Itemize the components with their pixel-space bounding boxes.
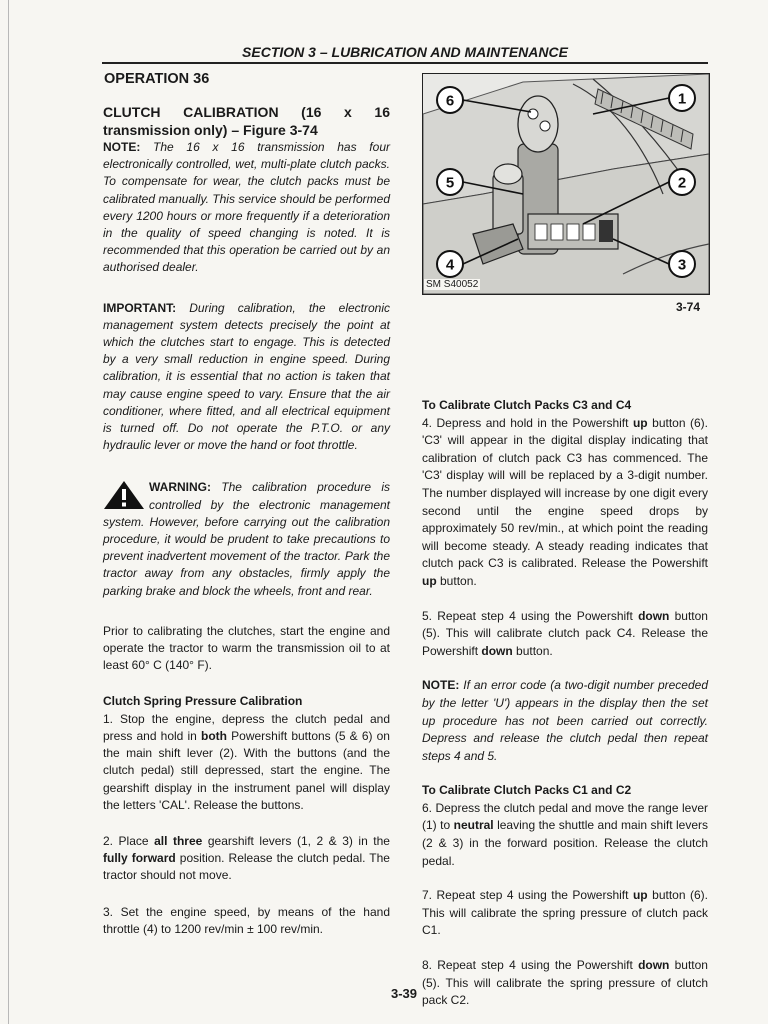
step-5: 5. Repeat step 4 using the Powershift down button (5). This will calibrate clutch pack C4. Release the Powershift down button. (422, 608, 708, 658)
callout-2-label: 2 (677, 174, 687, 192)
important-label: IMPORTANT: (103, 300, 177, 315)
note-text: The 16 x 16 transmission has four electronically controlled, wet, multi-plate clutch packs. To compensate for wear, the clutch packs must be calibrated manually. This service should be performed every 1200 hours or more frequently if a deterioration in the quality of speed changing is noted. It is recommended that this operation be carried out by an authorised dealer. (103, 140, 390, 275)
step-7: 7. Repeat step 4 using the Powershift up button (6). This will calibrate the spring pressure of clutch pack C1. (422, 888, 709, 938)
left-column (103, 104, 390, 938)
step-2: 2. Place all three gearshift levers (1, 2 & 3) in the fully forward position. Release the clutch pedal. The tractor should not move. (103, 833, 390, 883)
warning-triangle-icon (103, 480, 145, 510)
note-2-paragraph (422, 677, 708, 765)
note-2-label: NOTE: (422, 678, 460, 693)
gearshift-illustration (423, 74, 709, 294)
step-1: 1. Stop the engine, depress the clutch pedal and press and hold in both Powershift buttons (5 & 6) on the main shift lever (2). With the buttons (and the clutch pedal) still depressed, start the engine. The gearshift display in the instrument panel will display the letters 'CAL'. Release the buttons. (103, 711, 390, 812)
header-rule (102, 62, 708, 64)
callout-1-label: 1 (677, 90, 687, 108)
figure-number: 3-74 (676, 300, 701, 314)
step-4: 4. Depress and hold in the Powershift up button (6). 'C3' will appear in the digital display indicating that calibration of clutch pack C3 has commenced. The 'C3' display will will be replaced by a 3-digit number. The number displayed will increase by one digit every second until the engine speed drops by approximately 50 rev/min., at which point the reading will become steady. A steady reading indicates that clutch pack C3 is calibrated. Release the Powershift up button. (422, 415, 709, 588)
callout-6-label: 6 (445, 92, 455, 110)
clutch-calibration-title: CLUTCH CALIBRATION (16 x 16 transmission only) – Figure 3-74 (103, 104, 390, 138)
spring-pressure-heading: Clutch Spring Pressure Calibration (103, 694, 303, 709)
note-2-text: If an error code (a two-digit number preceded by the letter 'U') appears in the display then the set up procedure has not been carried out correctly. Depress and release the clutch pedal then repeat steps 4 and 5. (422, 678, 708, 763)
callout-3-label: 3 (677, 256, 687, 274)
figure-code: SM S40052 (426, 279, 479, 290)
page-number: 3-39 (390, 986, 418, 1001)
operation-title: OPERATION 36 (104, 71, 210, 87)
warning-label: WARNING: (149, 480, 211, 495)
important-paragraph (103, 300, 390, 455)
binder-margin-line (8, 0, 9, 1024)
callout-4-label: 4 (445, 256, 455, 274)
figure-3-74 (422, 73, 710, 295)
important-text: During calibration, the electronic management system detects precisely the point at which the clutches start to engage. This is detected by a very small reduction in engine speed. During calibration, it is essential that no action is taken that may cause engine speed to vary. Ensure that the air conditioner, where fitted, and all electrical equipment is turned off. Do not operate the P.T.O. or any hydraulic lever or move the hand or foot throttle. (103, 300, 390, 453)
step-3: 3. Set the engine speed, by means of the hand throttle (4) to 1200 rev/min ± 100 rev/min. (103, 904, 390, 936)
c1-c2-heading: To Calibrate Clutch Packs C1 and C2 (422, 783, 632, 798)
warning-text: The calibration procedure is controlled by the electronic management system. However, before carrying out the calibration procedure, it would be prudent to take precautions to prevent inadvertent movement of the tractor. Park the tractor away from any obstacles, firmly apply the parking brake and block the wheels, front and rear. (103, 480, 390, 598)
section-header: SECTION 3 – LUBRICATION AND MAINTENANCE (242, 44, 568, 60)
note-label: NOTE: (103, 140, 141, 154)
callout-5-label: 5 (445, 174, 455, 192)
step-6: 6. Depress the clutch pedal and move the range lever (1) to neutral leaving the shuttle and main shift levers (2 & 3) in the forward position. Release the clutch pedal. (422, 800, 708, 868)
note-paragraph (103, 139, 390, 277)
step-8: 8. Repeat step 4 using the Powershift down button (5). This will calibrate the spring pressure of clutch pack C2. (422, 958, 708, 1008)
right-column (422, 397, 708, 1010)
prior-paragraph: Prior to calibrating the clutches, start the engine and operate the tractor to warm the transmission oil to at least 60° C (140° F). (103, 623, 390, 673)
warning-paragraph (103, 479, 390, 599)
c3-c4-heading: To Calibrate Clutch Packs C3 and C4 (422, 398, 632, 412)
